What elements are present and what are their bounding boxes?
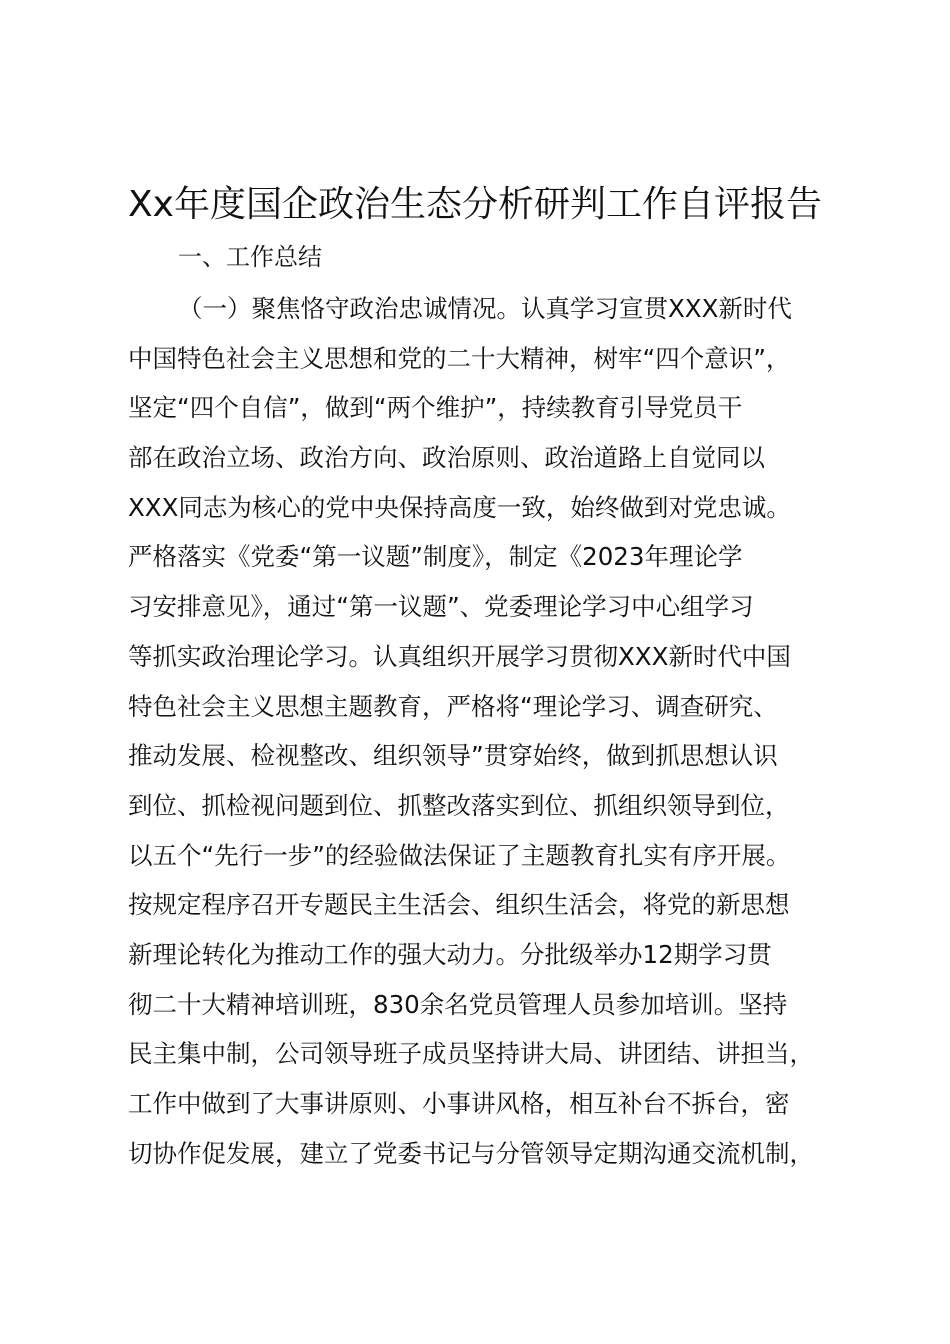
paragraph-line: 民主集中制，公司领导班子成员坚持讲大局、讲团结、讲担当， bbox=[128, 1039, 814, 1069]
paragraph-line: XXX同志为核心的党中央保持高度一致，始终做到对党忠诚。 bbox=[128, 492, 791, 522]
paragraph-line: 严格落实《党委“第一议题”制度》，制定《2023年理论学 bbox=[128, 542, 743, 572]
paragraph-line: 彻二十大精神培训班，830余名党员管理人员参加培训。坚持 bbox=[128, 989, 788, 1019]
paragraph-line: 到位、抓检视问题到位、抓整改落实到位、抓组织领导到位， bbox=[128, 790, 790, 820]
paragraph bbox=[128, 284, 868, 1178]
paragraph-line: 以五个“先行一步”的经验做法保证了主题教育扎实有序开展。 bbox=[128, 840, 791, 870]
paragraph-line: 中国特色社会主义思想和党的二十大精神，树牢“四个意识”， bbox=[128, 343, 791, 373]
paragraph-line: 习安排意见》，通过“第一议题”、党委理论学习中心组学习 bbox=[128, 592, 754, 622]
paragraph-line: 新理论转化为推动工作的强大动力。分批级举办12期学习贯 bbox=[128, 939, 772, 969]
paragraph-line: （一）聚焦恪守政治忠诚情况。认真学习宣贯XXX新时代 bbox=[178, 294, 792, 323]
paragraph-line: 按规定程序召开专题民主生活会、组织生活会，将党的新思想 bbox=[128, 890, 790, 920]
paragraph-line: 特色社会主义思想主题教育，严格将“理论学习、调查研究、 bbox=[128, 691, 778, 721]
paragraph-line: 推动发展、检视整改、组织领导”贯穿始终，做到抓思想认识 bbox=[128, 741, 778, 771]
paragraph-line: 等抓实政治理论学习。认真组织开展学习贯彻XXX新时代中国 bbox=[128, 641, 791, 671]
document-title: Xx年度国企政治生态分析研判工作自评报告 bbox=[128, 184, 822, 225]
paragraph-line: 坚定“四个自信”，做到“两个维护”，持续教育引导党员干 bbox=[128, 393, 743, 423]
paragraph-line: 部在政治立场、政治方向、政治原则、政治道路上自觉同以 bbox=[128, 443, 765, 473]
paragraph-line: 工作中做到了大事讲原则、小事讲风格，相互补台不拆台，密 bbox=[128, 1089, 790, 1118]
section-heading: 一、工作总结 bbox=[178, 243, 322, 271]
paragraph-line: 切协作促发展，建立了党委书记与分管领导定期沟通交流机制， bbox=[128, 1138, 814, 1168]
